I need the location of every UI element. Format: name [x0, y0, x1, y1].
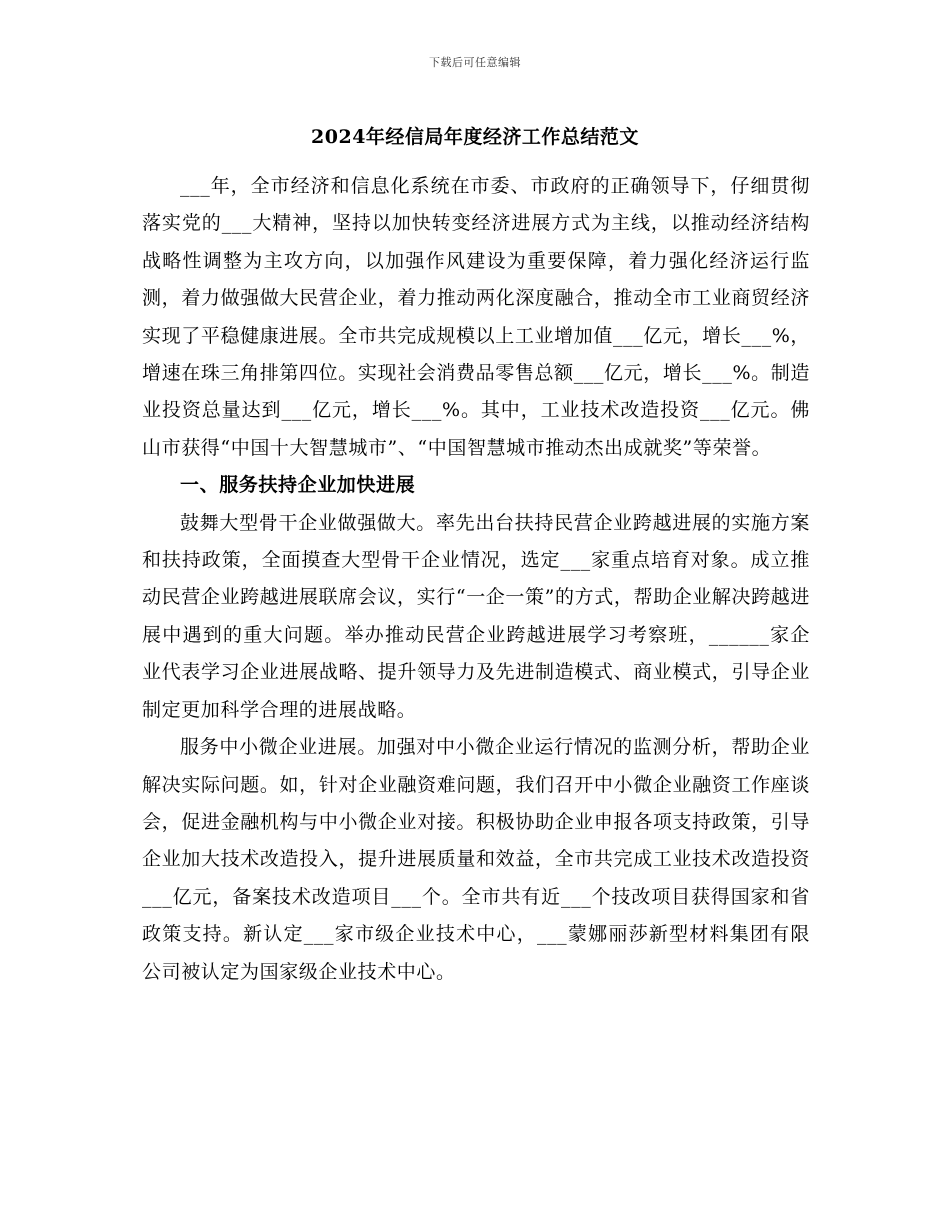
- section-paragraph: 服务中小微企业进展。加强对中小微企业运行情况的监测分析，帮助企业解决实际问题。如，针对企业融资难问题，我们召开中小微企业融资工作座谈会，促进金融机构与中小微企业对接。积极协助企业申报各项支持政策，引导企业加大技术改造投入，提升进展质量和效益，全市共完成工业技术改造投资___亿元，备案技术改造项目___个。全市共有近___个技改项目获得国家和省政策支持。新认定___家市级企业技术中心，___蒙娜丽莎新型材料集团有限公司被认定为国家级企业技术中心。: [142, 736, 810, 983]
- section-paragraph: 鼓舞大型骨干企业做强做大。率先出台扶持民营企业跨越进展的实施方案和扶持政策，全面摸查大型骨干企业情况，选定___家重点培育对象。成立推动民营企业跨越进展联席会议，实行“一企一策”的方式，帮助企业解决跨越进展中遇到的重大问题。举办推动民营企业跨越进展学习考察班，______家企业代表学习企业进展战略、提升领导力及先进制造模式、商业模式，引导企业制定更加科学合理的进展战略。: [142, 511, 810, 721]
- document-body: [142, 168, 810, 991]
- document-title: 2024年经信局年度经济工作总结范文: [311, 126, 639, 148]
- section-heading: 一、服务扶持企业加快进展: [180, 474, 416, 497]
- intro-paragraph: ___年，全市经济和信息化系统在市委、市政府的正确领导下，仔细贯彻落实党的___大精神，坚持以加快转变经济进展方式为主线，以推动经济结构战略性调整为主攻方向，以加强作风建设为重要保障，着力强化经济运行监测，着力做强做大民营企业，着力推动两化深度融合，推动全市工业商贸经济实现了平稳健康进展。全市共完成规模以上工业增加值___亿元，增长___%，增速在珠三角排第四位。实现社会消费品零售总额___亿元，增长___%。制造业投资总量达到___亿元，增长___%。其中，工业技术改造投资___亿元。佛山市获得“中国十大智慧城市”、“中国智慧城市推动杰出成就奖”等荣誉。: [142, 175, 810, 459]
- header-note: 下载后可任意编辑: [429, 56, 521, 69]
